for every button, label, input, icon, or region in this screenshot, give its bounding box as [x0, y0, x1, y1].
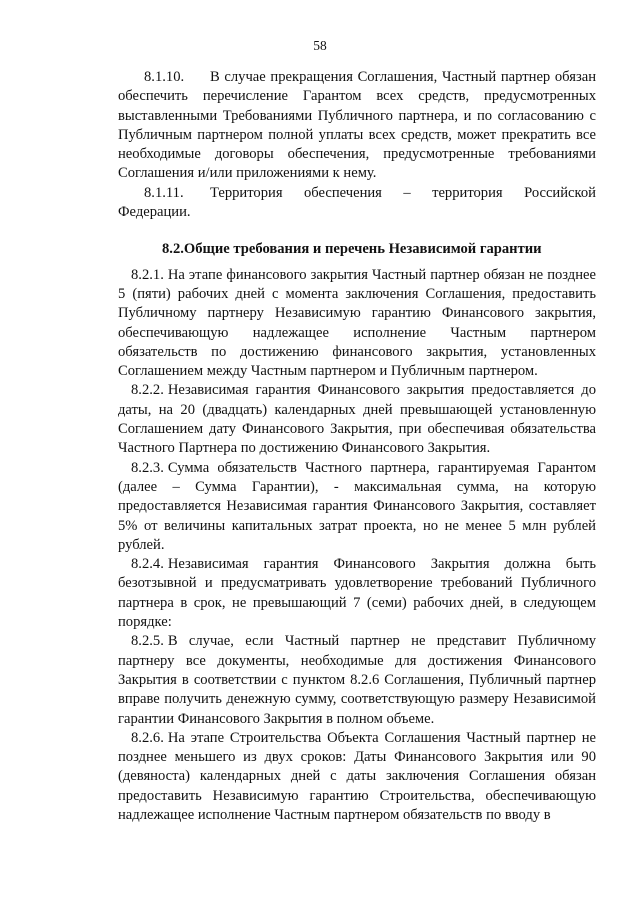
paragraph-number: 8.2.5. — [131, 633, 164, 650]
paragraph-number: 8.2.2. — [131, 382, 164, 399]
paragraph-8-2-5 — [118, 632, 596, 728]
paragraph-text: На этапе Строительства Объекта Соглашения Частный партнер не позднее меньшего из двух сроков: Даты Финансового Закрытия или 90 (девяноста) календарных дней с даты заключения Соглашения обязан предоставить Независимую гарантию Строительства, обеспечивающую надлежащее исполнение Частным партнером обязательств по вводу в — [118, 729, 596, 823]
paragraph-number: 8.2.1. — [131, 266, 164, 283]
paragraph-8-1-10 — [118, 68, 596, 184]
paragraph-number: 8.1.11. — [144, 184, 184, 201]
paragraph-text: В случае, если Частный партнер не представит Публичному партнеру все документы, необходимые для достижения Финансового Закрытия в соответствии с пунктом 8.2.6 Соглашения, Публичный партнер вправе получить денежную сумму, соответствующую размеру Независимой гарантии Финансового Закрытия в полном объеме. — [118, 633, 596, 727]
paragraph-8-2-1 — [118, 266, 596, 382]
paragraph-8-2-4 — [118, 555, 596, 632]
page-number: 58 — [313, 38, 327, 53]
paragraph-text: Независимая гарантия Финансового Закрытия должна быть безотзывной и предусматривать удовлетворение требований Публичного партнера в срок, не превышающий 7 (семи) рабочих дней, в следующем порядке: — [118, 556, 596, 631]
paragraph-8-2-3 — [118, 459, 596, 555]
paragraph-8-2-6 — [118, 729, 596, 825]
paragraph-8-2-2 — [118, 381, 596, 458]
section-number: 8.2. — [162, 241, 184, 258]
paragraph-8-1-11 — [118, 184, 596, 223]
document-body — [118, 68, 596, 825]
paragraph-text: Независимая гарантия Финансового закрытия предоставляется до даты, на 20 (двадцать) календарных дней превышающей установленную Соглашением дату Финансового Закрытия, при обеспечивая обязательства Частного Партнера по достижению Финансового Закрытия. — [118, 382, 596, 457]
paragraph-text: Сумма обязательств Частного партнера, гарантируемая Гарантом (далее – Сумма Гарантии), - максимальная сумма, на которую предоставляется Независимая гарантия Финансового Закрытия, составляет 5% от величины капитальных затрат проекта, но не менее 5 млн рублей рублей. — [118, 459, 596, 553]
paragraph-text: Территория обеспечения – территория Российской Федерации. — [118, 184, 596, 221]
paragraph-number: 8.1.10. — [144, 69, 185, 85]
paragraph-number: 8.2.3. — [131, 459, 164, 476]
paragraph-number: 8.2.4. — [131, 556, 164, 573]
paragraph-text: На этапе финансового закрытия Частный партнер обязан не позднее 5 (пяти) рабочих дней с момента заключения Соглашения, предоставить Публичному партнеру Независимую гарантию Финансового закрытия, обеспечивающую надлежащее исполнение Частным партнером обязательств по достижению финансового закрытия, установленных Соглашением между Частным партнером и Публичным партнером. — [118, 266, 596, 380]
section-heading — [118, 240, 596, 259]
paragraph-text: В случае прекращения Соглашения, Частный партнер обязан обеспечить перечисление Гарантом всех средств, предусмотренных выставленными Требованиями Публичного партнера, и по согласованию с Публичным партнером полной уплаты всех средств, может прекратить все необходимые договоры обеспечения, предусмотренные требованиями Соглашения и/или приложениями к нему. — [118, 69, 596, 182]
paragraph-number: 8.2.6. — [131, 729, 164, 746]
section-title: Общие требования и перечень Независимой гарантии — [183, 241, 542, 258]
